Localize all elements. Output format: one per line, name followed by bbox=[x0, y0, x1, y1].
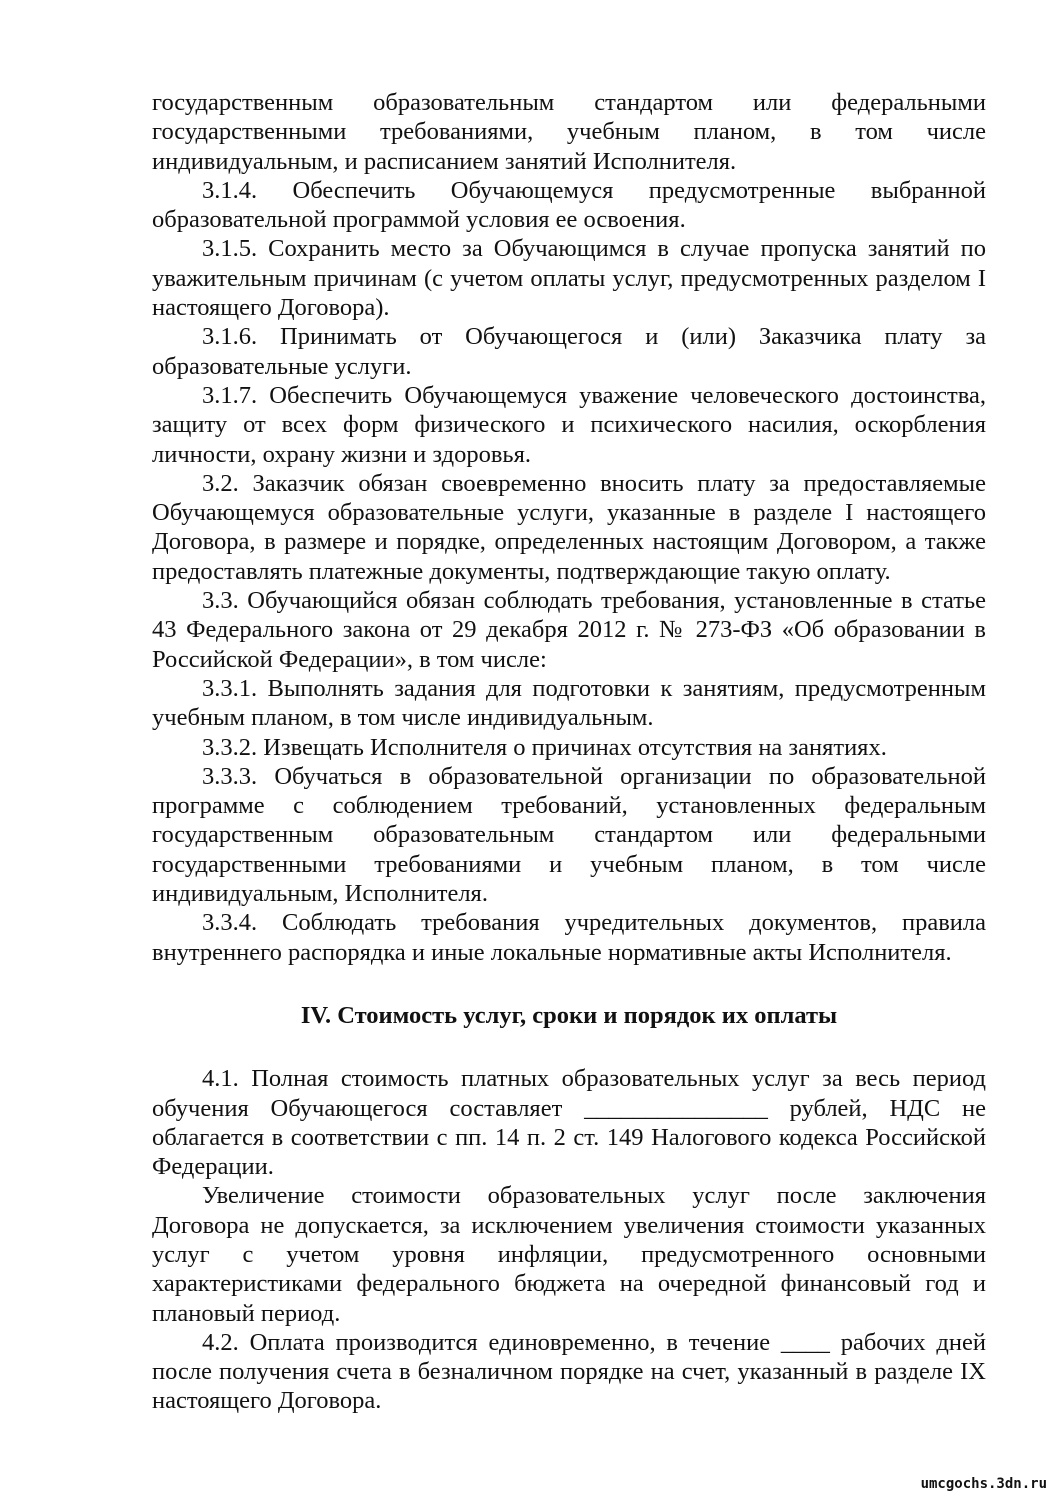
paragraph-4-2: 4.2. Оплата производится единовременно, в течение ____ рабочих дней после получения счета в безналичном порядке на счет, указанный в разделе IX настоящего Договора. bbox=[152, 1328, 986, 1415]
paragraph-3-3-1: 3.3.1. Выполнять задания для подготовки к занятиям, предусмотренным учебным планом, в том числе индивидуальным. bbox=[152, 674, 986, 732]
paragraph-3-3: 3.3. Обучающийся обязан соблюдать требования, установленные в статье 43 Федерального закона от 29 декабря 2012 г. № 273-ФЗ «Об образовании в Российской Федерации», в том числе: bbox=[152, 587, 986, 673]
paragraph-3-3-3: 3.3.3. Обучаться в образовательной организации по образовательной программе с соблюдением требований, установленных федеральным государственным образовательным стандартом или федеральными государственными требованиями и учебным планом, в том числе индивидуальным, Исполнителя. bbox=[152, 762, 986, 908]
paragraph-3-3-2: 3.3.2. Извещать Исполнителя о причинах отсутствия на занятиях. bbox=[202, 733, 887, 761]
paragraph-3-1-6: 3.1.6. Принимать от Обучающегося и (или) Заказчика плату за образовательные услуги. bbox=[152, 323, 986, 380]
paragraph-3-3-4: 3.3.4. Соблюдать требования учредительных документов, правила внутреннего распорядка и иные локальные нормативные акты Исполнителя. bbox=[152, 909, 986, 966]
paragraph-continuation: государственным образовательным стандартом или федеральными государственными требованиями, учебным планом, в том числе индивидуальным, и расписанием занятий Исполнителя. bbox=[152, 89, 986, 175]
paragraph-3-1-7: 3.1.7. Обеспечить Обучающемуся уважение человеческого достоинства, защиту от всех форм физического и психического насилия, оскорбления личности, охрану жизни и здоровья. bbox=[152, 381, 986, 468]
paragraph-3-1-5: 3.1.5. Сохранить место за Обучающимся в случае пропуска занятий по уважительным причинам (с учетом оплаты услуг, предусмотренных разделом I настоящего Договора). bbox=[152, 235, 986, 322]
paragraph-3-2: 3.2. Заказчик обязан своевременно вносить плату за предоставляемые Обучающемуся образовательные услуги, указанные в разделе I настоящего Договора, в размере и порядке, определенных настоящим Договором, а также предоставлять платежные документы, подтверждающие такую оплату. bbox=[152, 469, 986, 585]
paragraph-price-increase: Увеличение стоимости образовательных услуг после заключения Договора не допускается, за исключением увеличения стоимости указанных услуг с учетом уровня инфляции, предусмотренного основными характеристиками федерального бюджета на очередной финансовый год и плановый период. bbox=[152, 1182, 986, 1327]
section-heading: IV. Стоимость услуг, сроки и порядок их оплаты bbox=[300, 1001, 838, 1029]
paragraph-3-1-4: 3.1.4. Обеспечить Обучающемуся предусмотренные выбранной образовательной программой условия ее освоения. bbox=[152, 176, 986, 234]
document-page bbox=[152, 88, 986, 1416]
paragraph-4-1: 4.1. Полная стоимость платных образовательных услуг за весь период обучения Обучающегося составляет _______________ рублей, НДС не облагается в соответствии с пп. 14 п. 2 ст. 149 Налогового кодекса Российской Федерации. bbox=[152, 1065, 986, 1181]
watermark: umcgochs.3dn.ru bbox=[920, 1476, 1047, 1492]
